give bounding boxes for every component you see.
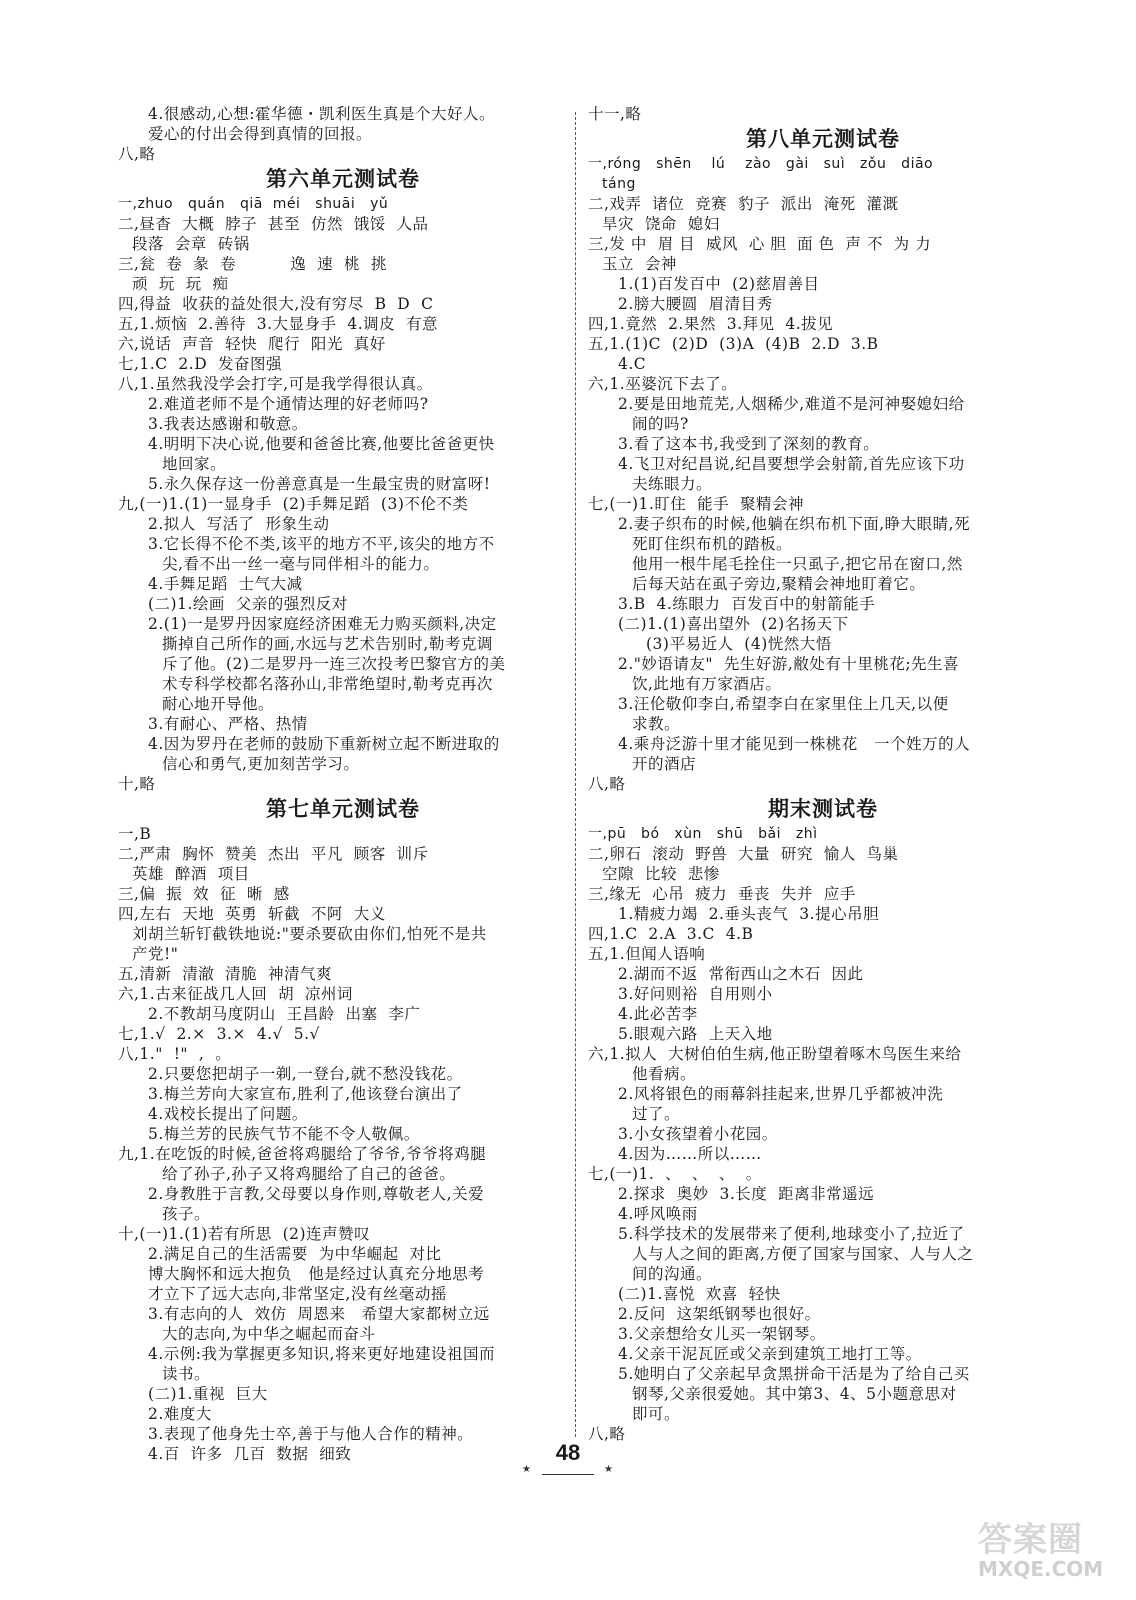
answer-line: 顽 玩 玩 痴 bbox=[132, 275, 229, 293]
answer-line: 八,1.虽然我没学会打字,可是我学得很认真。 bbox=[118, 375, 433, 393]
answer-line: 旱灾 饶命 媳妇 bbox=[602, 215, 720, 233]
answer-line: 2.不教胡马度阴山 王昌龄 出塞 李广 bbox=[148, 1005, 421, 1023]
answer-line: 二,卵石 滚动 野兽 大量 研究 愉人 鸟巢 bbox=[588, 845, 899, 863]
answer-line: 3.B 4.练眼力 百发百中的射箭能手 bbox=[618, 595, 876, 613]
answer-line: 2.身教胜于言教,父母要以身作则,尊敬老人,关爱 bbox=[148, 1185, 485, 1203]
answer-line: (二)1.喜悦 欢喜 轻快 bbox=[618, 1285, 781, 1303]
answer-line: 三,瓮 卷 彖 卷 逸 速 桃 挑 bbox=[118, 255, 387, 273]
answer-line: 十,(一)1.(1)若有所思 (2)连声赞叹 bbox=[118, 1225, 371, 1243]
answer-line: 刘胡兰斩钉截铁地说:"要杀要砍由你们,怕死不是共 bbox=[132, 925, 487, 943]
watermark-logo bbox=[978, 1512, 1130, 1592]
answer-line: 5.永久保存这一份善意真是一生最宝贵的财富呀! bbox=[148, 475, 491, 493]
answer-line: 3.小女孩望着小花园。 bbox=[618, 1125, 778, 1143]
answer-line: 2.要是田地荒芜,人烟稀少,难道不是河神娶媳妇给 bbox=[618, 395, 965, 413]
answer-line: 2.妻子织布的时候,他躺在织布机下面,睁大眼睛,死 bbox=[618, 515, 971, 533]
answer-line: 夫练眼力。 bbox=[632, 475, 713, 493]
answer-line: 才立下了远大志向,非常坚定,没有丝毫动摇 bbox=[148, 1285, 447, 1303]
answer-line: 玉立 会神 bbox=[602, 255, 677, 273]
column-divider bbox=[575, 112, 576, 1437]
answer-line: 产党!" bbox=[132, 945, 179, 963]
answer-line: (二)1.(1)喜出望外 (2)名扬天下 bbox=[618, 615, 849, 633]
answer-line: 过了。 bbox=[632, 1105, 681, 1123]
answer-line: 撕掉自己所作的画,水远与艺术告别时,勒考克调 bbox=[162, 635, 493, 653]
answer-line: 2.反问 这架纸钢琴也很好。 bbox=[618, 1305, 821, 1323]
answer-line: 求教。 bbox=[632, 715, 681, 733]
answer-line: 2.拟人 写活了 形象生动 bbox=[148, 515, 330, 533]
answer-line: 七,1.C 2.D 发奋图强 bbox=[118, 355, 282, 373]
answer-line: 2.难道老师不是个通情达理的好老师吗? bbox=[148, 395, 429, 413]
answer-line: 3.它长得不伦不类,该平的地方不平,该尖的地方不 bbox=[148, 535, 495, 553]
answer-line: 人与人之间的距离,方便了国家与国家、人与人之 bbox=[632, 1245, 974, 1263]
answer-line: 斥了他。(2)二是罗丹一连三次投考巴黎官方的美 bbox=[162, 655, 506, 673]
answer-line: 地回家。 bbox=[162, 455, 227, 473]
answer-line: 八,略 bbox=[118, 145, 156, 163]
answer-line: 4.因为罗丹在老师的鼓励下重新树立起不断进取的 bbox=[148, 735, 500, 753]
answer-line: 开的酒店 bbox=[632, 755, 697, 773]
answer-line: 大的志向,为中华之崛起而奋斗 bbox=[162, 1325, 376, 1343]
answer-line: 即可。 bbox=[632, 1405, 681, 1423]
answer-line: 2."妙语请友" 先生好游,敝处有十里桃花;先生喜 bbox=[618, 655, 960, 673]
answer-line: 2.(1)一是罗丹因家庭经济困难无力购买颜料,决定 bbox=[148, 615, 497, 633]
answer-line: 4.此必苦李 bbox=[618, 1005, 698, 1023]
pinyin-answer-line: táng bbox=[602, 176, 636, 192]
answer-line: 二,戏弄 诸位 竞赛 豹子 派出 淹死 灌溉 bbox=[588, 195, 899, 213]
pinyin-answer-line: 一,zhuo quán qiā méi shuāi yǔ bbox=[118, 196, 389, 212]
left-answer-column bbox=[118, 104, 568, 1464]
answer-line: 博大胸怀和远大抱负 他是经过认真充分地思考 bbox=[148, 1265, 485, 1283]
answer-line: 3.我表达感谢和敬意。 bbox=[148, 415, 308, 433]
answer-line: 5.眼观六路 上天入地 bbox=[618, 1025, 773, 1043]
answer-line: 他用一根牛尾毛拴住一只虱子,把它吊在窗口,然 bbox=[632, 555, 963, 573]
answer-line: 4.示例:我为掌握更多知识,将来更好地建设祖国而 bbox=[148, 1345, 495, 1363]
answer-line: 闹的吗? bbox=[632, 415, 689, 433]
answer-line: 4.父亲干泥瓦匠或父亲到建筑工地打工等。 bbox=[618, 1345, 922, 1363]
answer-line: 六,1.古来征战几人回 胡 凉州词 bbox=[118, 985, 353, 1003]
answer-line: 六,1.巫婆沉下去了。 bbox=[588, 375, 738, 393]
answer-line: (二)1.重视 巨大 bbox=[148, 1385, 268, 1403]
answer-line: 4.百 许多 几百 数据 细致 bbox=[148, 1445, 352, 1463]
footer-star-left: ★ bbox=[522, 1464, 531, 1475]
answer-line: 3.表现了他身先士卒,善于与他人合作的精神。 bbox=[148, 1425, 474, 1443]
answer-line: 钢琴,父亲很爱她。其中第3、4、5小题意思对 bbox=[632, 1385, 957, 1403]
answer-line: 八,略 bbox=[588, 775, 626, 793]
footer-star-right: ★ bbox=[604, 1464, 613, 1475]
answer-line: 4.呼风唤雨 bbox=[618, 1205, 698, 1223]
pinyin-answer-line: 一,róng shēn lú zào gài suì zǒu diāo bbox=[588, 156, 934, 172]
answer-line: 他看病。 bbox=[632, 1065, 697, 1083]
answer-line: 3.有志向的人 效仿 周恩来 希望大家都树立远 bbox=[148, 1305, 490, 1323]
answer-line: 间的沟通。 bbox=[632, 1265, 713, 1283]
answer-line: 四,左右 天地 英勇 斩截 不阿 大义 bbox=[118, 905, 386, 923]
answer-line: 二,严肃 胸怀 赞美 杰出 平凡 顾客 训斥 bbox=[118, 845, 429, 863]
section-heading: 期末测试卷 bbox=[768, 796, 878, 821]
answer-line: 3.有耐心、严格、热情 bbox=[148, 715, 308, 733]
answer-line: 四,得益 收获的益处很大,没有穷尽 B D C bbox=[118, 295, 434, 313]
answer-line: 2.只要您把胡子一剃,一登台,就不愁没钱花。 bbox=[148, 1065, 463, 1083]
answer-line: 尖,看不出一丝一毫与同伴相斗的能力。 bbox=[162, 555, 440, 573]
section-heading: 第七单元测试卷 bbox=[266, 796, 420, 821]
answer-line: 4.因为……所以…… bbox=[618, 1145, 762, 1163]
answer-line: 段落 会章 砖锅 bbox=[132, 235, 250, 253]
answer-line: 八,1." !" , 。 bbox=[118, 1045, 232, 1063]
answer-line: 耐心地开导他。 bbox=[162, 695, 275, 713]
answer-line: 术专科学校都名落孙山,非常绝望时,勒考克再次 bbox=[162, 675, 493, 693]
answer-line: 2.难度大 bbox=[148, 1405, 212, 1423]
answer-line: 后每天站在虱子旁边,聚精会神地盯着它。 bbox=[632, 575, 926, 593]
answer-line: (3)平易近人 (4)恍然大悟 bbox=[646, 635, 832, 653]
answer-line: 2.膀大腰圆 眉清目秀 bbox=[618, 295, 773, 313]
answer-line: 3.汪伦敬仰李白,希望李白在家里住上几天,以便 bbox=[618, 695, 949, 713]
answer-line: 3.看了这本书,我受到了深刻的教育。 bbox=[618, 435, 880, 453]
answer-line: 三,发 中 眉 目 威风 心 胆 面 色 声 不 为 力 bbox=[588, 235, 932, 253]
answer-line: 七,(一)1. 、 、 、 。 bbox=[588, 1165, 762, 1183]
answer-line: 二,昼杳 大概 脖子 甚至 仿然 饿馁 人品 bbox=[118, 215, 429, 233]
answer-line: 四,1.竟然 2.果然 3.拜见 4.拔见 bbox=[588, 315, 834, 333]
answer-line: 九,1.在吃饭的时候,爸爸将鸡腿给了爷爷,爷爷将鸡腿 bbox=[118, 1145, 487, 1163]
answer-line: 信心和勇气,更加刻苦学习。 bbox=[162, 755, 360, 773]
answer-line: 四,1.C 2.A 3.C 4.B bbox=[588, 925, 754, 943]
answer-line: 五,1.烦恼 2.善待 3.大显身手 4.调皮 有意 bbox=[118, 315, 438, 333]
answer-line: 三,偏 振 效 征 晰 感 bbox=[118, 885, 290, 903]
answer-line: 4.手舞足蹈 士气大减 bbox=[148, 575, 303, 593]
answer-line: 一,B bbox=[118, 825, 152, 843]
right-answer-column bbox=[588, 104, 1058, 1444]
answer-line: (二)1.绘画 父亲的强烈反对 bbox=[148, 595, 348, 613]
answer-line: 2.风将银色的雨幕斜挂起来,世界几乎都被冲洗 bbox=[618, 1085, 944, 1103]
answer-line: 七,(一)1.盯住 能手 聚精会神 bbox=[588, 495, 805, 513]
answer-line: 给了孙子,孙子又将鸡腿给了自己的爸爸。 bbox=[162, 1165, 456, 1183]
answer-line: 4.戏校长提出了问题。 bbox=[148, 1105, 308, 1123]
answer-line: 4.乘舟泛游十里才能见到一株桃花 一个姓万的人 bbox=[618, 735, 971, 753]
footer-rule bbox=[542, 1474, 594, 1475]
answer-line: 3.梅兰芳向大家宣布,胜利了,他该登台演出了 bbox=[148, 1085, 463, 1103]
answer-line: 孩子。 bbox=[162, 1205, 211, 1223]
watermark-bottom-text: MXQE.COM bbox=[978, 1557, 1104, 1581]
answer-line: 十一,略 bbox=[588, 105, 642, 123]
answer-line: 英雄 醉酒 项目 bbox=[132, 865, 250, 883]
answer-line: 5.她明白了父亲起早贪黑拼命干活是为了给自己买 bbox=[618, 1365, 970, 1383]
answer-line: 八,略 bbox=[588, 1425, 626, 1443]
answer-line: 3.好问则裕 自用则小 bbox=[618, 985, 773, 1003]
answer-line: 六,1.拟人 大树伯伯生病,他正盼望着啄木鸟医生来给 bbox=[588, 1045, 962, 1063]
watermark-top-text: 答案圈 bbox=[978, 1520, 1083, 1560]
answer-line: 2.探求 奥妙 3.长度 距离非常遥远 bbox=[618, 1185, 875, 1203]
answer-line: 4.C bbox=[618, 355, 647, 373]
section-heading: 第六单元测试卷 bbox=[266, 166, 420, 191]
answer-line: 5.梅兰芳的民族气节不能不令人敬佩。 bbox=[148, 1125, 420, 1143]
answer-line: 十,略 bbox=[118, 775, 156, 793]
answer-line: 死盯住织布机的踏板。 bbox=[632, 535, 793, 553]
answer-line: 2.满足自己的生活需要 为中华崛起 对比 bbox=[148, 1245, 442, 1263]
pinyin-answer-line: 一,pū bó xùn shū bǎi zhì bbox=[588, 826, 818, 842]
answer-line: 九,(一)1.(1)一显身手 (2)手舞足蹈 (3)不伦不类 bbox=[118, 495, 469, 513]
answer-line: 空隙 比较 悲惨 bbox=[602, 865, 720, 883]
answer-line: 4.明明下决心说,他要和爸爸比赛,他要比爸爸更快 bbox=[148, 435, 495, 453]
answer-line: 七,1.√ 2.× 3.× 4.√ 5.√ bbox=[118, 1025, 320, 1043]
answer-line: 三,缘无 心吊 疲力 垂丧 失并 应手 bbox=[588, 885, 856, 903]
answer-line: 爱心的付出会得到真情的回报。 bbox=[148, 125, 373, 143]
answer-line: 读书。 bbox=[162, 1365, 211, 1383]
answer-line: 1.(1)百发百中 (2)慈眉善目 bbox=[618, 275, 820, 293]
answer-line: 六,说话 声音 轻快 爬行 阳光 真好 bbox=[118, 335, 386, 353]
answer-line: 2.湖而不返 常衔西山之木石 因此 bbox=[618, 965, 864, 983]
answer-line: 1.精疲力竭 2.垂头丧气 3.提心吊胆 bbox=[618, 905, 880, 923]
section-heading: 第八单元测试卷 bbox=[746, 126, 900, 151]
answer-line: 3.父亲想给女儿买一架钢琴。 bbox=[618, 1325, 826, 1343]
answer-line: 5.科学技术的发展带来了便利,地球变小了,拉近了 bbox=[618, 1225, 965, 1243]
answer-line: 五,清新 清澈 清脆 神清气爽 bbox=[118, 965, 332, 983]
answer-line: 五,1.(1)C (2)D (3)A (4)B 2.D 3.B bbox=[588, 335, 879, 353]
answer-line: 4.很感动,心想:霍华德・凯利医生真是个大好人。 bbox=[148, 105, 495, 123]
answer-line: 饮,此地有万家酒店。 bbox=[632, 675, 782, 693]
answer-line: 4.飞卫对纪昌说,纪昌要想学会射箭,首先应该下功 bbox=[618, 455, 965, 473]
page-number: 48 bbox=[555, 1440, 581, 1465]
answer-line: 五,1.但闻人语响 bbox=[588, 945, 706, 963]
